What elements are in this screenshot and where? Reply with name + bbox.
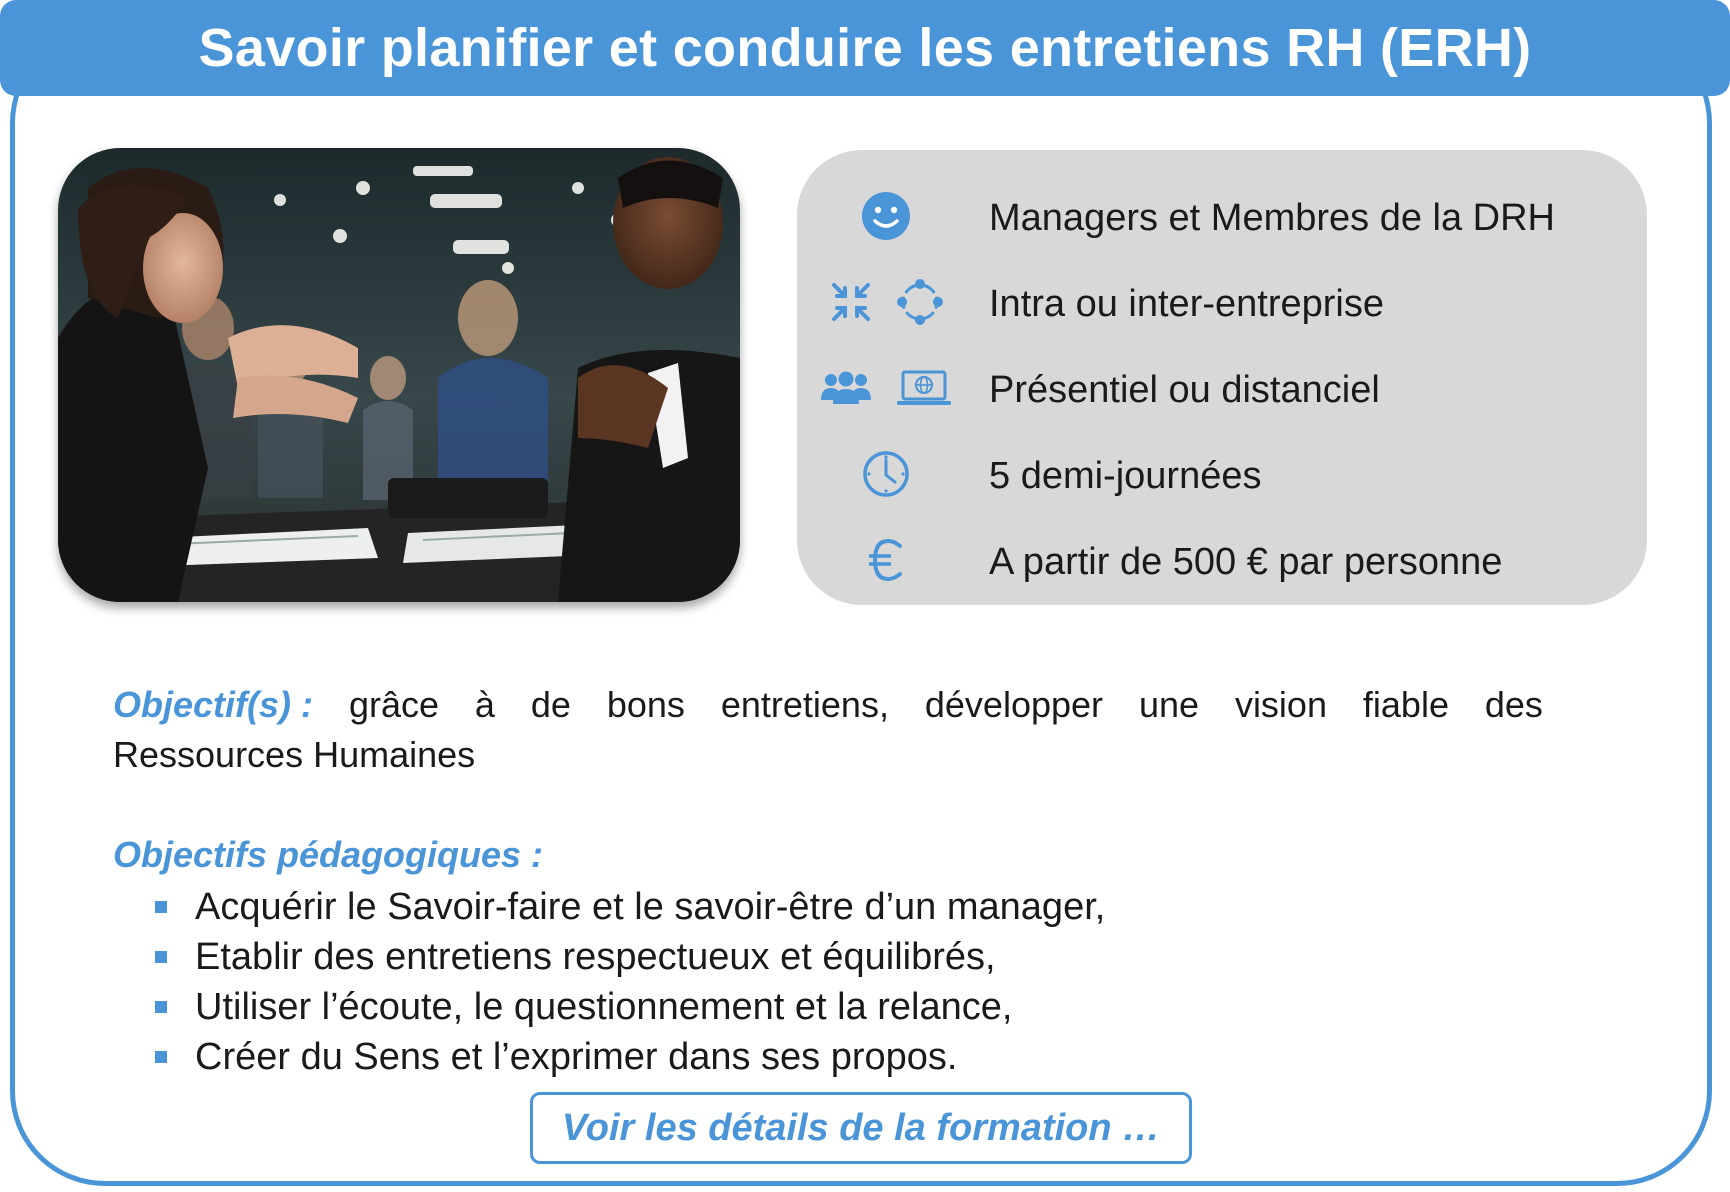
info-price-text: A partir de 500 € par personne <box>989 541 1503 583</box>
objectives-word: à <box>474 684 495 725</box>
objectives-word: entretiens, <box>720 684 889 725</box>
objectives-word: bons <box>606 684 685 725</box>
objectives-word: de <box>530 684 571 725</box>
inter-circle-icon <box>896 278 944 331</box>
info-row-price <box>797 532 1647 592</box>
info-audience-text: Managers et Membres de la DRH <box>989 197 1555 239</box>
laptop-globe-icon <box>895 369 953 412</box>
info-duration-text: 5 demi-journées <box>989 455 1262 497</box>
info-format-text: Intra ou inter-entreprise <box>989 283 1384 325</box>
details-button[interactable]: Voir les détails de la formation … <box>530 1092 1192 1164</box>
square-bullet-icon <box>155 1001 167 1013</box>
clock-icon <box>861 449 911 504</box>
objectives-word: vision <box>1234 684 1327 725</box>
euro-icon <box>866 537 906 588</box>
smiley-icon <box>860 190 912 247</box>
group-people-icon <box>819 370 873 411</box>
objectives-word: développer <box>924 684 1104 725</box>
objectives-section <box>113 680 1543 780</box>
list-item: Créer du Sens et l’exprimer dans ses propos. <box>155 1032 1105 1082</box>
objectives-word: des <box>1484 684 1543 725</box>
intra-arrows-icon <box>828 279 874 330</box>
info-row-audience <box>797 188 1647 248</box>
pedagogy-list <box>155 882 1105 1082</box>
info-row-mode <box>797 360 1647 420</box>
page-title: Savoir planifier et conduire les entretiens RH (ERH) <box>0 0 1730 96</box>
meeting-photo <box>58 148 740 602</box>
info-row-duration <box>797 446 1647 506</box>
list-item: Utiliser l’écoute, le questionnement et la relance, <box>155 982 1105 1032</box>
list-item: Etablir des entretiens respectueux et équilibrés, <box>155 932 1105 982</box>
objectives-line-2: Ressources Humaines <box>113 734 476 775</box>
objectives-label: Objectif(s) : <box>113 684 314 725</box>
objectives-word: une <box>1138 684 1200 725</box>
objectives-line <box>113 680 1543 730</box>
objectives-word: grâce <box>348 684 439 725</box>
objectives-word: fiable <box>1362 684 1449 725</box>
info-row-format <box>797 274 1647 334</box>
square-bullet-icon <box>155 901 167 913</box>
course-info-panel <box>797 150 1647 605</box>
pedagogy-label: Objectifs pédagogiques : <box>113 834 544 875</box>
square-bullet-icon <box>155 951 167 963</box>
square-bullet-icon <box>155 1051 167 1063</box>
info-mode-text: Présentiel ou distanciel <box>989 369 1380 411</box>
pedagogy-heading <box>113 830 1543 880</box>
list-item: Acquérir le Savoir-faire et le savoir-être d’un manager, <box>155 882 1105 932</box>
